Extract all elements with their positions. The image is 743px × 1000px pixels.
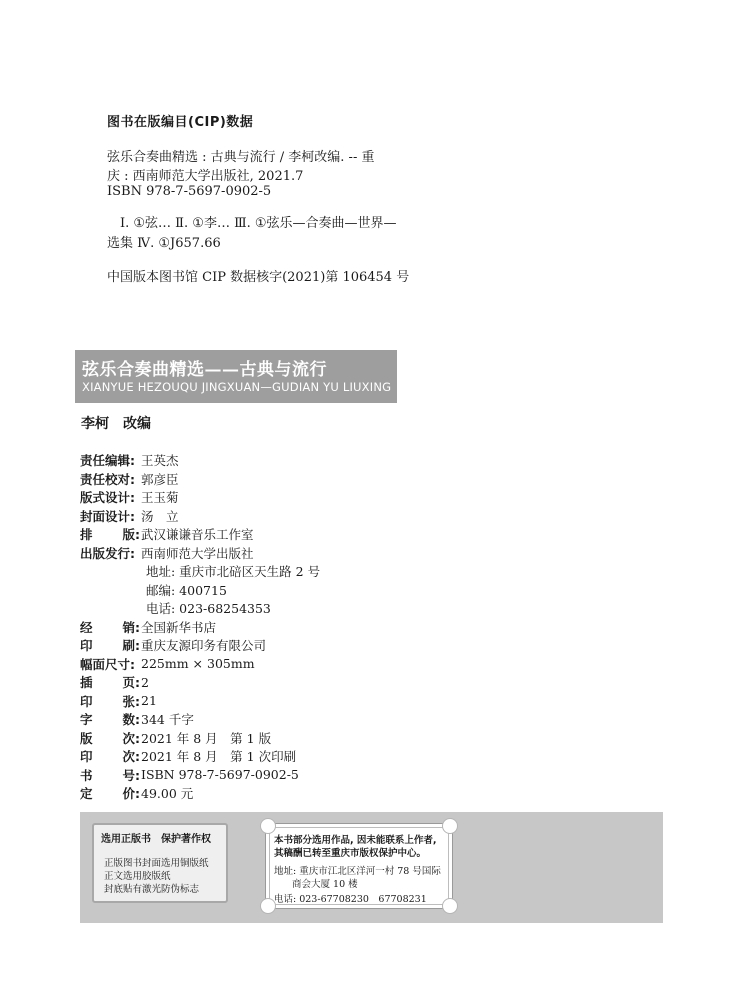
credit-row [80,544,410,563]
credit-value: 2021 年 8 月 第 1 次印刷 [141,749,297,765]
credit-value: ISBN 978-7-5697-0902-5 [141,767,299,783]
credit-row [80,488,410,507]
credit-label: 责任编辑: [80,453,135,469]
credit-value: 王英杰 [141,453,179,469]
credit-value: 西南师范大学出版社 [141,545,254,561]
cip-number: 中国版本图书馆 CIP 数据核字(2021)第 106454 号 [107,270,410,285]
publisher-phone: 电话: 023-68254353 [146,601,271,617]
credit-value: 49.00 元 [141,786,194,802]
corner-ornament [442,898,458,914]
credit-value: 重庆友源印务有限公司 [141,638,267,654]
credit-label: 责任校对: [80,471,135,487]
book-title-pinyin: XIANYUE HEZOUQU JINGXUAN—GUDIAN YU LIUXING [82,380,392,394]
credit-label: 版 次: [80,730,140,746]
credit-label: 字 数: [80,712,140,728]
credit-row [80,507,410,526]
copyright-address: 商会大厦 10 楼 [292,879,358,890]
credit-row [80,710,410,729]
credit-label: 印 次: [80,749,140,765]
credit-row [80,470,410,489]
cip-line: 庆 : 西南师范大学出版社, 2021.7 [107,169,304,184]
credit-label: 印 刷: [80,638,140,654]
corner-ornament [442,818,458,834]
copyright-phone: 电话: 023-67708230 67708231 [274,894,427,905]
credit-value: 225mm × 305mm [141,656,255,672]
credit-label: 插 页: [80,675,140,691]
credit-row [80,747,410,766]
anti-piracy-notice [92,823,228,903]
credit-label: 排 版: [80,527,140,543]
copyright-line: 其稿酬已转至重庆市版权保护中心。 [274,848,427,859]
credit-row [80,655,410,674]
cip-line: ISBN 978-7-5697-0902-5 [107,184,272,199]
copyright-notice [265,823,453,909]
credit-label: 幅面尺寸: [80,656,135,672]
publisher-address: 地址: 重庆市北碚区天生路 2 号 [146,564,321,580]
credit-label: 经 销: [80,619,140,635]
cip-heading: 图书在版编目(CIP)数据 [107,115,254,130]
anti-piracy-line: 封底贴有激光防伪标志 [104,884,200,895]
anti-piracy-line: 正文选用胶版纸 [104,871,171,882]
credit-value: 武汉谦谦音乐工作室 [141,527,254,543]
credit-value: 344 千字 [141,712,194,728]
cip-line: Ⅰ. ①弦… Ⅱ. ①李… Ⅲ. ①弦乐—合奏曲—世界— [120,216,397,231]
credit-value: 全国新华书店 [141,619,217,635]
credit-row [80,692,410,711]
copyright-address: 地址: 重庆市江北区洋河一村 78 号国际 [274,866,441,877]
credit-row [80,581,410,600]
credit-label: 封面设计: [80,508,135,524]
credits-list [80,451,410,803]
credit-row [80,784,410,803]
credit-row [80,599,410,618]
credit-label: 定 价: [80,786,140,802]
author-credit: 李柯 改编 [81,416,151,432]
book-title-chinese: 弦乐合奏曲精选——古典与流行 [82,360,327,380]
credit-value: 2021 年 8 月 第 1 版 [141,730,272,746]
cip-line: 选集 Ⅳ. ①J657.66 [107,236,221,251]
publisher-postcode: 邮编: 400715 [146,582,227,598]
credit-value: 汤 立 [141,508,179,524]
copyright-line: 本书部分选用作品, 因未能联系上作者, [274,835,437,846]
credit-row [80,525,410,544]
credit-row [80,729,410,748]
credit-row [80,636,410,655]
credit-label: 印 张: [80,693,140,709]
credit-value: 21 [141,693,157,709]
credit-row [80,766,410,785]
anti-piracy-title: 选用正版书 保护著作权 [101,834,211,845]
credit-value: 郭彦臣 [141,471,179,487]
credit-value: 王玉菊 [141,490,179,506]
credit-label: 出版发行: [80,545,135,561]
credit-row [80,451,410,470]
credit-row [80,618,410,637]
anti-piracy-line: 正版图书封面选用铜版纸 [104,858,209,869]
credit-row [80,673,410,692]
credit-label: 版式设计: [80,490,135,506]
cip-line: 弦乐合奏曲精选 : 古典与流行 / 李柯改编. -- 重 [107,150,375,165]
credit-value: 2 [141,674,149,690]
title-banner [75,350,397,403]
credit-row [80,562,410,581]
credit-label: 书 号: [80,767,140,783]
